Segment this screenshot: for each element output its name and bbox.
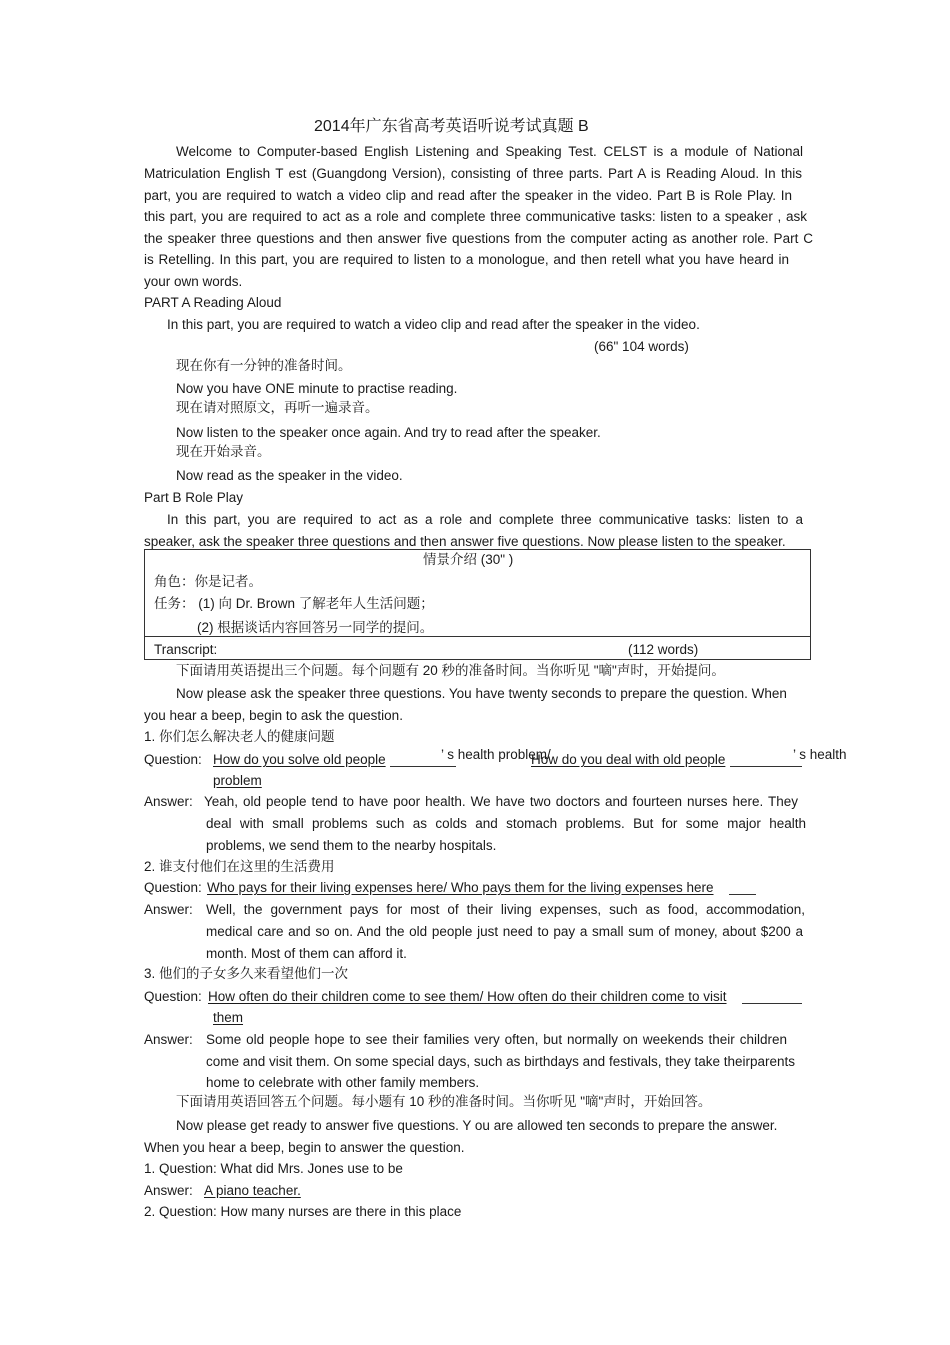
intro-line: your own words. — [144, 274, 243, 289]
part-b-heading: Part B Role Play — [144, 490, 244, 505]
page-title: 2014年广东省高考英语听说考试真题 B — [314, 118, 589, 135]
aq1-answer: A piano teacher. — [204, 1183, 301, 1198]
q1-label: Question: — [144, 752, 202, 767]
q1-text: How do you deal with old people — [531, 752, 726, 767]
q1-answer-line: deal with small problems such as colds and stomach problems. But for some major health — [206, 816, 806, 831]
q3-cn: 3. 他们的子女多久来看望他们一次 — [144, 966, 349, 981]
q3-text: How often do their children come to see them/ How often do their children come to visit — [208, 989, 727, 1004]
part-a-line: Now listen to the speaker once again. And try to read after the speaker. — [176, 425, 601, 440]
q1-cn: 1. 你们怎么解决老人的健康问题 — [144, 729, 335, 744]
intro-line: this part, you are required to act as a role and complete three communicative tasks: listen to a speaker , ask — [144, 209, 807, 224]
q3-answer-line: home to celebrate with other family members. — [206, 1075, 480, 1090]
answer-instruction-cn: 下面请用英语回答五个问题。每小题有 10 秒的准备时间。当你听见 "嘀"声时，开始回答。 — [176, 1094, 712, 1109]
q2-underline — [729, 894, 756, 895]
q1-text: ’ s health — [793, 747, 847, 762]
q3-answer-line: Some old people hope to see their families very often, but normally on weekends their children — [206, 1032, 787, 1047]
q2-text: Who pays for their living expenses here/ Who pays them for the living expenses here — [207, 880, 714, 895]
answer-instruction-en: When you hear a beep, begin to answer the question. — [144, 1140, 465, 1155]
q1-answer-line: Yeah, old people tend to have poor health. We have two doctors and fourteen nurses here. They — [204, 794, 798, 809]
q1-underline — [390, 766, 456, 767]
q1-text: problem — [213, 773, 262, 788]
part-a-line: Now read as the speaker in the video. — [176, 468, 403, 483]
aq2-question: 2. Question: How many nurses are there in this place — [144, 1204, 462, 1219]
part-a-line: 现在你有一分钟的准备时间。 — [176, 358, 352, 373]
intro-line: Matriculation English T est (Guangdong Version), consisting of three parts. Part A is Reading Aloud. In this — [144, 166, 802, 181]
q3-answer-label: Answer: — [144, 1032, 193, 1047]
part-b-instruction: In this part, you are required to act as a role and complete three communicative tasks: listen to a — [167, 512, 803, 527]
aq1-question: 1. Question: What did Mrs. Jones use to be — [144, 1161, 403, 1176]
intro-line: Welcome to Computer-based English Listening and Speaking Test. CELST is a module of National — [176, 144, 803, 159]
scenario-role: 角色：你是记者。 — [154, 574, 262, 589]
q3-answer-line: come and visit them. On some special days, such as birthdays and festivals, they take theirparents — [206, 1054, 796, 1069]
scenario-task-2: (2) 根据谈话内容回答另一同学的提问。 — [197, 620, 434, 635]
answer-instruction-en: Now please get ready to answer five questions. Y ou are allowed ten seconds to prepare the answer. — [176, 1118, 778, 1133]
q2-label: Question: — [144, 880, 202, 895]
q3-text: them — [213, 1010, 244, 1025]
q2-cn: 2. 谁支付他们在这里的生活费用 — [144, 859, 335, 874]
transcript-words: (112 words) — [628, 642, 699, 657]
q2-answer-line: month. Most of them can afford it. — [206, 946, 407, 961]
part-a-time-words: (66" 104 words) — [594, 339, 689, 354]
part-a-instruction: In this part, you are required to watch a video clip and read after the speaker in the video. — [167, 317, 700, 332]
q3-label: Question: — [144, 989, 202, 1004]
scenario-task-1: 任务： (1) 向 Dr. Brown 了解老年人生活问题； — [154, 596, 434, 611]
part-a-line: 现在请对照原文，再听一遍录音。 — [176, 400, 379, 415]
q3-underline — [742, 1003, 802, 1004]
q2-answer-line: Well, the government pays for most of their living expenses, such as food, accommodation, — [206, 902, 805, 917]
aq1-answer-label: Answer: — [144, 1183, 193, 1198]
q2-answer-line: medical care and so on. And the old people just need to pay a small sum of money, about $200 a — [206, 924, 803, 939]
q2-answer-label: Answer: — [144, 902, 193, 917]
ask-instruction-en: Now please ask the speaker three questions. You have twenty seconds to prepare the question. When — [176, 686, 787, 701]
q1-underline — [730, 766, 802, 767]
intro-line: part, you are required to watch a video clip and read after the speaker in the video. Part B is Role Play. In — [144, 188, 792, 203]
part-a-line: 现在开始录音。 — [176, 444, 271, 459]
ask-instruction-en: you hear a beep, begin to ask the question. — [144, 708, 403, 723]
part-b-instruction: speaker, ask the speaker three questions and then answer five questions. Now please listen to the speaker. — [144, 534, 786, 549]
ask-instruction-cn: 下面请用英语提出三个问题。每个问题有 20 秒的准备时间。当你听见 "嘀"声时，开始提问。 — [176, 663, 725, 678]
transcript-label: Transcript: — [154, 642, 218, 657]
part-a-heading: PART A Reading Aloud — [144, 295, 282, 310]
q1-answer-line: problems, we send them to the nearby hospitals. — [206, 838, 497, 853]
q1-answer-label: Answer: — [144, 794, 193, 809]
q1-text: How do you solve old people — [213, 752, 386, 767]
intro-line: is Retelling. In this part, you are required to listen to a monologue, and then retell what you have heard in — [144, 252, 789, 267]
q1-text: ’ s health problem/ — [441, 747, 551, 762]
scenario-header: 情景介绍 (30" ) — [423, 552, 514, 567]
intro-line: the speaker three questions and then answer five questions from the computer acting as another role. Part C — [144, 231, 813, 246]
part-a-line: Now you have ONE minute to practise reading. — [176, 381, 458, 396]
